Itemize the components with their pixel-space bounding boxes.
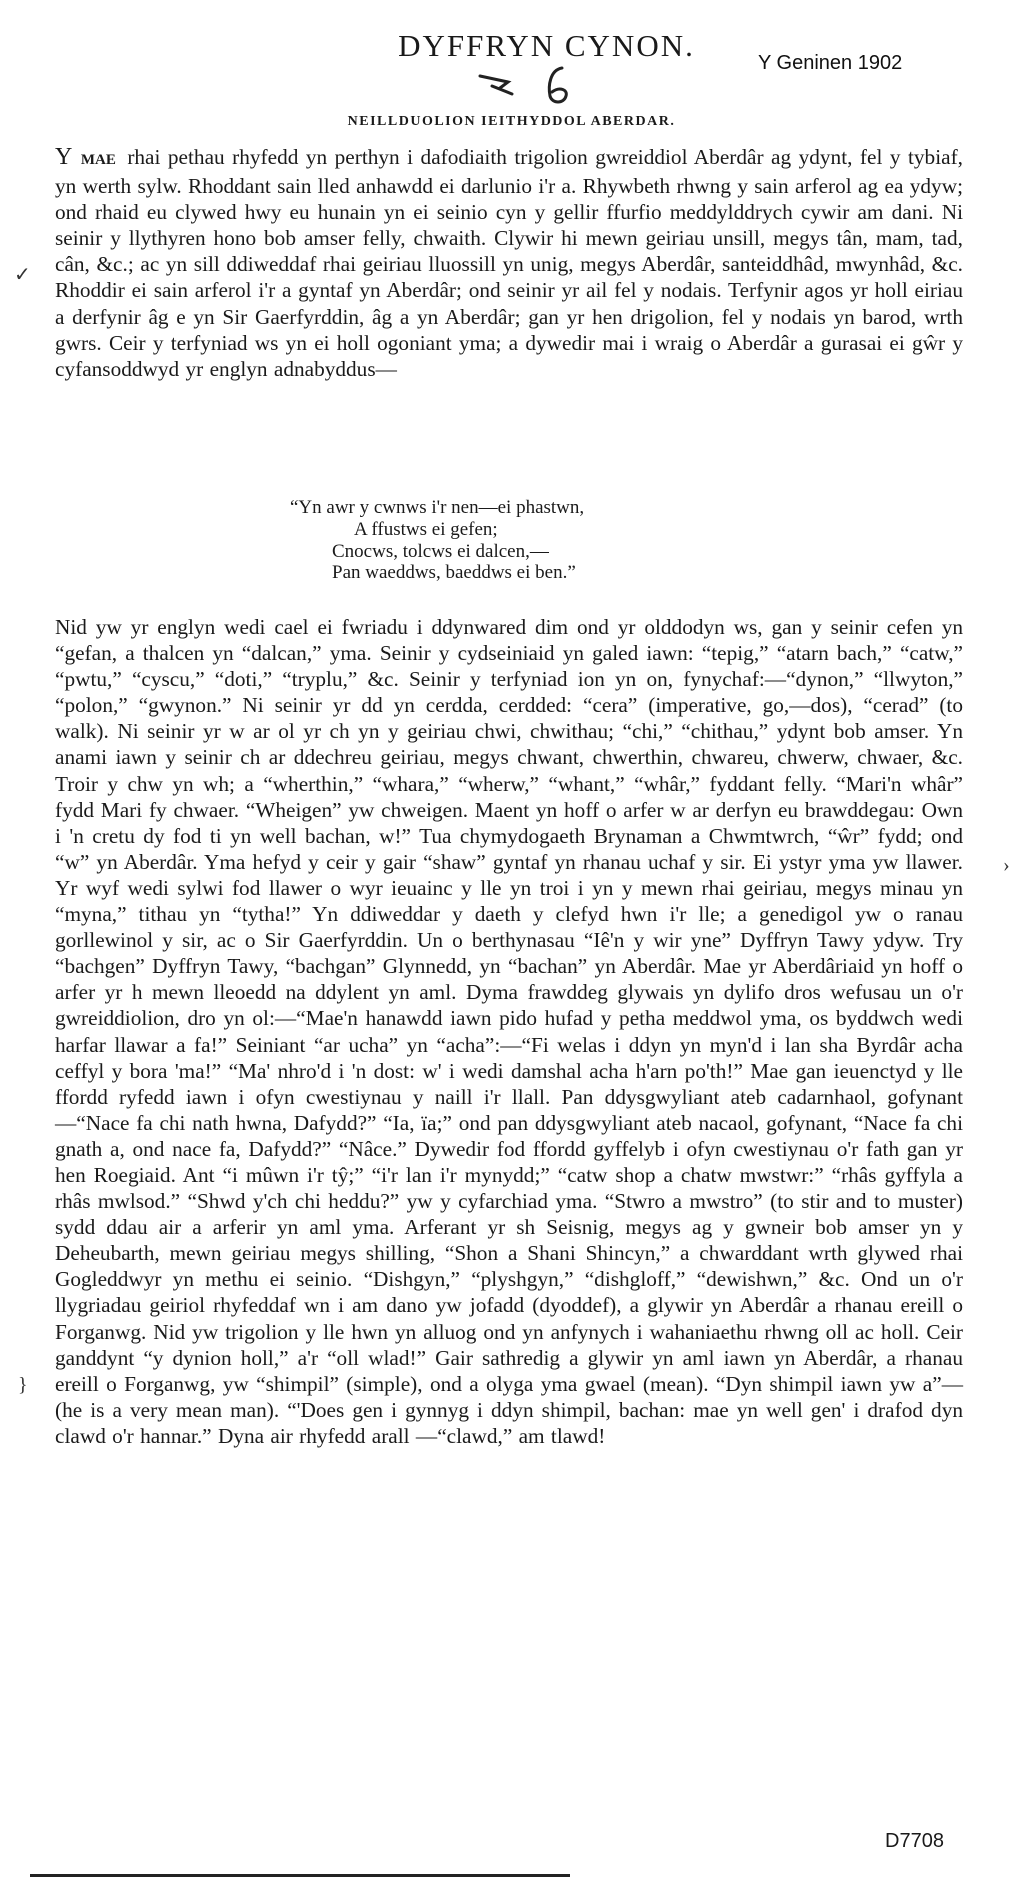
- reference-code: D7708: [885, 1830, 944, 1852]
- bottom-rule: [30, 1874, 570, 1877]
- margin-tick-icon: ✓: [14, 264, 31, 286]
- paragraph-intro: [55, 144, 963, 382]
- poem-line: A ffustws ei gefen;: [354, 518, 498, 540]
- article-subtitle: NEILLDUOLION IEITHYDDOL ABERDAR.: [347, 114, 676, 129]
- margin-brace-icon: }: [18, 1374, 28, 1396]
- paragraph-intro-text: rhai pethau rhyfedd yn perthyn i dafodiaith trigolion gwreiddiol Aberdâr ag ydynt, fel y tybiaf, yn werth sylw. Rhoddant sain lled anhawdd ei darlunio i'r a. Rhywbeth rhwng y sain arferol ag ea ydyw; ond rhaid eu clywed hwy eu hunain yn ei seinio cyn y gellir ffurfio meddylddrych cywir am dani. Ni seinir y llythyren hono bob amser felly, chwaith. Clywir hi mewn geiriau unsill, megys tân, mam, tad, cân, &c.; ac yn sill ddiweddaf rhai geiriau lluossill yn unig, megys Aberdâr, santeiddhâd, mwynhâd, &c. Rhoddir ei sain arferol i'r a gyntaf yn Aberdâr; ond seinir yr ail fel y nodais. Terfynir agos yr holl eiriau a derfynir âg e yn Sir Gaerfyrddin, âg a yn Aberdâr; gan yr hen drigolion, fel y nodais yn barod, wrth gwrs. Ceir y terfyniad ws yn ei holl ogoniant yma; a dywedir mai i wraig o Aberdâr a gurasai ei gŵr y cyfansoddwyd yr englyn adnabyddus—: [55, 145, 963, 381]
- poem-line: Pan waeddws, baeddws ei ben.”: [332, 562, 576, 584]
- poem-line: “Yn awr y cwnws i'r nen—ei phastwn,: [290, 497, 585, 518]
- source-note: Y Geninen 1902: [758, 52, 903, 74]
- poem-line: Cnocws, tolcws ei dalcen,—: [332, 540, 549, 562]
- article-title: DYFFRYN CYNON.: [398, 28, 695, 63]
- margin-arrow-icon: ›: [1003, 854, 1010, 876]
- englyn-poem: [290, 497, 790, 584]
- lead-word: MAE: [80, 152, 116, 168]
- drop-letter: Y: [55, 144, 74, 170]
- handwritten-mark-icon: [478, 64, 578, 108]
- paragraph-main: Nid yw yr englyn wedi cael ei fwriadu i ddynwared dim ond yr olddodyn ws, gan y seinir cefen yn “gefan, a thalcen yn “dalcan,” yma. Seinir y cydseiniaid yn galed iawn: “tepig,” “atarn bach,” “catw,” “pwtu,” “cyscu,” “doti,” “tryplu,” &c. Seinir y terfyniad ion yn on, fynychaf:—“dynon,” “llwyton,” “polon,” “gwynon.” Ni seinir yr dd yn cerdda, cerdded: “cera” (imperative, go,—dos), “cerad” (to walk). Ni seinir yr w ar ol yr ch yn y geiriau chwi, chwithau; “chi,” “chithau,” ydynt bob amser. Yn anami iawn y seinir ch ar ddechreu geiriau, megys chwant, chwerthin, chwareu, chwerw, chwaer, &c. Troir y chw yn wh; a “wherthin,” “whara,” “wherw,” “whant,” “whâr,” fyddant felly. “Mari'n whâr” fydd Mari fy chwaer. “Wheigen” yw chweigen. Maent yn hoff o arfer w ar derfyn eu brawddegau: Own i 'n cretu dy fod ti yn well bachan, w!” Tua chymydogaeth Brynaman a Chwmtwrch, “ŵr” fydd; ond “w” yn Aberdâr. Yma hefyd y ceir y gair “shaw” gyntaf yn rhanau uchaf y sir. Ei ystyr yma yw llawer. Yr wyf wedi sylwi fod llawer o wyr ieuainc y lle yn troi i yn y mewn rhai geiriau, megys minau yn “myna,” tithau yn “tytha!” Yn ddiweddar y daeth y clefyd hwn i'r lle; a genedigol yw o ranau gorllewinol y sir, ac o Sir Gaerfyrddin. Un o berthynasau “Iê'n y wir yne” Dyffryn Tawy ydyw. Try “bachgen” Dyffryn Tawy, “bachgan” Glynnedd, yn “bachan” yn Aberdâr. Mae yr Aberdâriaid yn hoff o arfer yr h mewn lleoedd na ddylent yn aml. Dyma frawddeg glywais yn dylifo dros wefusau un o'r gwreiddiolion, dro yn ol:—“Mae'n hanawdd iawn pido hufad y petha meddwol yma, os byddwch wedi harfar llawar a fa!” Seiniant “ar ucha” yn “acha”:—“Fi welas i ddyn yn myn'd i lan sha Byrdâr acha ceffyl y bora 'ma!” “Ma' nhro'd i 'n dost: w' i wedi damshal acha h'arn po'th!” Mae gan ieuenctyd y lle ffordd ryfedd iawn i ofyn cwestiynau y naill i'r llall. Pan ddysgwyliant ateb cadarnhaol, gofynant —“Nace fa chi nath hwna, Dafydd?” “Ia, ïa;” ond pan ddysgwyliant ateb nacaol, gofynant, “Nace fa chi gnath a, ond nace fa, Dafydd?” “Nâce.” Dywedir fod ffordd gyffelyb i ofyn cwestiynau o'r fath gan yr hen Roegiaid. Ant “i mûwn i'r tŷ;” “i'r lan i'r mynydd;” “catw shop a chatw mwstwr:” “rhâs gyffyla a rhâs mwlsod.” “Shwd y'ch chi heddu?” yw y cyfarchiad yma. “Stwro a mwstro” (to stir and to muster) sydd ddau air a arferir yn aml yma. Arferant yr sh Seisnig, megys ag y gwneir bob amser yn y Deheubarth, mewn geiriau megys shilling, “Shon a Shani Shincyn,” a chwarddant wrth glywed rhai Gogleddwyr yn methu ei seinio. “Dishgyn,” “plyshgyn,” “dishgloff,” “dewishwn,” &c. Ond un o'r llygriadau geiriol rhyfeddaf wn i am dano yw jofadd (dyoddef), a glywir yn Aberdâr a rhanau ereill o Forganwg. Nid yw trigolion y lle hwn yn alluog ond yn anfynych i wahaniaethu rhwng oll ac holl. Ceir ganddynt “y dynion holl,” a'r “oll wlad!” Gair sathredig a glywir yn aml iawn yn Aberdâr, a rhanau ereill o Forganwg, yw “shimpil” (simple), ond a olyga yma gwael (mean). “Dyn shimpil iawn yw a”—(he is a very mean man). “'Does gen i gynnyg i ddyn shimpil, bachan: mae yn well gen' i drafod dyn clawd o'r hannar.” Dyna air rhyfedd arall —“clawd,” am tlawd!: [55, 615, 963, 1448]
